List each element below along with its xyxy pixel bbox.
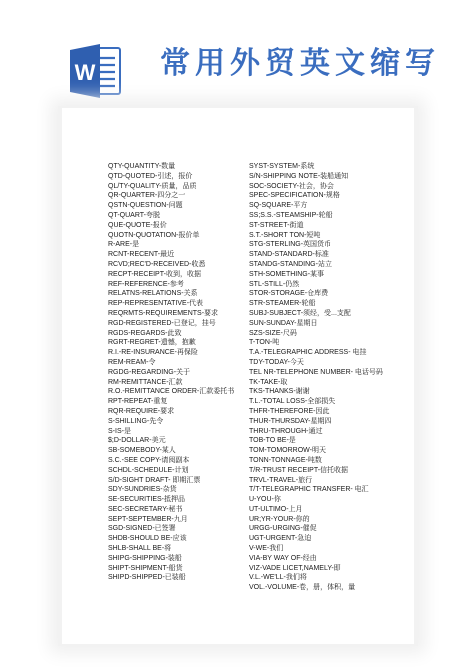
abbreviation-entry: RPT-REPEAT-重复 xyxy=(108,398,168,406)
abbreviation-entry: R.I.-RE-INSURANCE-再保险 xyxy=(108,349,198,357)
abbreviation-entry: SUBJ-SUBJECT-须经，受...支配 xyxy=(249,309,351,317)
abbreviation-entry: QL/TY-QUALITY-质量，品质 xyxy=(108,182,197,190)
abbreviation-entry: SHIPG-SHIPPING-装船 xyxy=(108,554,182,562)
abbreviation-entry: SHIPT-SHIPMENT-船货 xyxy=(108,564,183,572)
abbreviation-entry: RGDG-REGARDING-关于 xyxy=(108,368,191,376)
abbreviation-entry: REM-REAM-令 xyxy=(108,358,156,366)
abbreviation-entry: QTY-QUANTITY-数量 xyxy=(108,163,176,170)
abbreviation-entry: STANDG-STANDING-站立 xyxy=(249,260,332,268)
abbreviation-entry: RCNT-RECENT-最近 xyxy=(108,251,175,259)
abbreviation-entry: SHDB-SHOULD BE-应该 xyxy=(108,535,187,543)
abbreviation-entry: STAND-STANDARD-标准 xyxy=(249,251,329,259)
abbreviation-entry: S/N-SHIPPING NOTE-装船通知 xyxy=(249,172,349,180)
word-icon xyxy=(68,42,122,100)
abbreviation-entry: RECPT-RECEIPT-收到，收据 xyxy=(108,270,201,278)
abbreviation-entry: RM-REMITTANCE-汇款 xyxy=(108,378,183,386)
abbreviation-entry: SQ-SQUARE-平方 xyxy=(249,202,308,210)
abbreviation-entry: UGT-URGENT-急迫 xyxy=(249,535,312,543)
abbreviation-entry: URGG-URGING-催促 xyxy=(249,525,317,533)
abbreviation-entry: QT-QUART-夸脱 xyxy=(108,211,160,219)
abbreviation-entry: UT-ULTIMO-上月 xyxy=(249,505,303,513)
abbreviation-entry: RELATNS-RELATIONS-关系 xyxy=(108,290,198,298)
abbreviation-entry: S.C.-SEE COPY-请阅副本 xyxy=(108,456,190,464)
abbreviation-entry: T/T-TELEGRAPHIC TRANSFER- 电汇 xyxy=(249,486,369,494)
abbreviation-entry: THRU-THROUGH-通过 xyxy=(249,427,323,435)
abbreviation-entry: SYST-SYSTEM-系统 xyxy=(249,163,315,170)
abbreviation-entry: ST-STREET-街道 xyxy=(249,221,304,229)
abbreviation-entry: REP-REPRESENTATIVE-代表 xyxy=(108,300,204,308)
abbreviation-entry: TOB-TO BE-是 xyxy=(249,437,296,445)
abbreviation-entry: RGDS-REGARDS-此致 xyxy=(108,329,182,337)
abbreviation-entry: SOC-SOCIETY-社会，协会 xyxy=(249,182,334,190)
abbreviation-entry: SHIPD-SHIPPED-已装船 xyxy=(108,574,186,582)
abbreviation-entry: S-IS-是 xyxy=(108,427,131,435)
abbreviation-entry: QSTN-QUESTION-问题 xyxy=(108,202,183,210)
abbreviation-entry: SE-SECURITIES-抵押品 xyxy=(108,496,186,504)
abbreviation-entry: VOL.-VOLUME-卷，册，体积，量 xyxy=(249,584,356,592)
abbreviation-entry: THUR-THURSDAY-星期四 xyxy=(249,417,332,425)
abbreviation-entry: STH-SOMETHING-某事 xyxy=(249,270,325,278)
abbreviation-entry: SDY-SUNDRIES-杂货 xyxy=(108,486,177,494)
page-title: 常用外贸英文缩写 xyxy=(160,46,440,81)
abbreviation-entry: T.A.-TELEGRAPHIC ADDRESS- 电挂 xyxy=(249,349,367,357)
abbreviation-entry: TOM-TOMORROW-明天 xyxy=(249,447,326,455)
abbreviation-entry: SZS-SIZE-尺码 xyxy=(249,329,297,337)
abbreviation-entry: THFR-THEREFORE-因此 xyxy=(249,407,330,415)
abbreviation-list-right xyxy=(249,162,419,593)
abbreviation-entry: S-SHILLING-先令 xyxy=(108,417,164,425)
abbreviation-entry: STOR-STORAGE-仓库费 xyxy=(249,290,329,298)
abbreviation-entry: SGD-SIGNED-已签署 xyxy=(108,525,176,533)
abbreviation-entry: TEL NR-TELEPHONE NUMBER- 电话号码 xyxy=(249,368,383,376)
abbreviation-entry: $;D-DOLLAR-美元 xyxy=(108,437,166,445)
abbreviation-entry: SCHDL-SCHEDULE-计划 xyxy=(108,466,189,474)
abbreviation-entry: RGD-REGISTERED-已登记，挂号 xyxy=(108,319,216,327)
abbreviation-entry: STR-STEAMER-轮船 xyxy=(249,300,316,308)
abbreviation-entry: RQR-REQUIRE-要求 xyxy=(108,407,175,415)
page-header xyxy=(0,0,474,112)
abbreviation-entry: RCVD;REC'D-RECEIVED-收悉 xyxy=(108,260,206,268)
abbreviation-entry: SHLB-SHALL BE-将 xyxy=(108,545,172,553)
abbreviation-entry: REF-REFERENCE-参考 xyxy=(108,280,184,288)
abbreviation-entry: R-ARE-是 xyxy=(108,241,140,249)
abbreviation-entry: SEC-SECRETARY-秘书 xyxy=(108,505,183,513)
abbreviation-entry: STL-STILL-仍然 xyxy=(249,280,300,288)
abbreviation-entry: SPEC-SPECIFICATION-规格 xyxy=(249,192,340,200)
abbreviation-entry: T.L.-TOTAL LOSS-全部损失 xyxy=(249,398,336,406)
word-icon-letter: W xyxy=(74,60,96,85)
abbreviation-entry: QTD-QUOTED-引述，报价 xyxy=(108,172,193,180)
abbreviation-entry: V.L.-WE'LL-我们将 xyxy=(249,574,307,582)
abbreviation-entry: T/R-TRUST RECEIPT-信托收据 xyxy=(249,466,349,474)
abbreviation-entry: SB-SOMEBODY-某人 xyxy=(108,447,176,455)
abbreviation-entry: QUOTN-QUOTATION-报价单 xyxy=(108,231,200,239)
abbreviation-entry: T-TON-吨 xyxy=(249,339,280,347)
abbreviation-entry: U-YOU-你 xyxy=(249,496,281,504)
abbreviation-entry: V-WE-我们 xyxy=(249,545,284,553)
abbreviation-entry: TONN-TONNAGE-吨数 xyxy=(249,456,322,464)
abbreviation-entry: SEPT-SEPTEMBER-九月 xyxy=(108,515,188,523)
abbreviation-entry: STG-STERLING-英国货币 xyxy=(249,241,332,249)
abbreviation-entry: S/D-SIGHT DRAFT- 即期汇票 xyxy=(108,476,201,484)
abbreviation-entry: RGRT-REGRET-遗憾，抱歉 xyxy=(108,339,196,347)
abbreviation-entry: VIZ-VADE LICET,NAMELY-即 xyxy=(249,564,341,572)
abbreviation-entry: TK-TAKE-取 xyxy=(249,378,288,386)
abbreviation-entry: SUN-SUNDAY-星期日 xyxy=(249,319,318,327)
abbreviation-entry: R.O.-REMITTANCE ORDER-汇款委托书 xyxy=(108,388,235,396)
abbreviation-list-left xyxy=(108,162,248,583)
abbreviation-entry: TDY-TODAY-今天 xyxy=(249,358,304,366)
abbreviation-entry: SS;S.S.-STEAMSHIP-轮船 xyxy=(249,211,333,219)
abbreviation-entry: TRVL-TRAVEL-旅行 xyxy=(249,476,313,484)
abbreviation-entry: VIA-BY WAY OF-经由 xyxy=(249,554,317,562)
abbreviation-entry: REQRMTS-REQUIREMENTS-要求 xyxy=(108,309,219,317)
abbreviation-entry: S.T.-SHORT TON-短吨 xyxy=(249,231,321,239)
abbreviation-entry: QR-QUARTER-四分之一 xyxy=(108,192,186,200)
abbreviation-entry: TKS-THANKS-谢谢 xyxy=(249,388,310,396)
abbreviation-entry: UR;YR-YOUR-你的 xyxy=(249,515,310,523)
abbreviation-entry: QUE-QUOTE-报价 xyxy=(108,221,167,229)
